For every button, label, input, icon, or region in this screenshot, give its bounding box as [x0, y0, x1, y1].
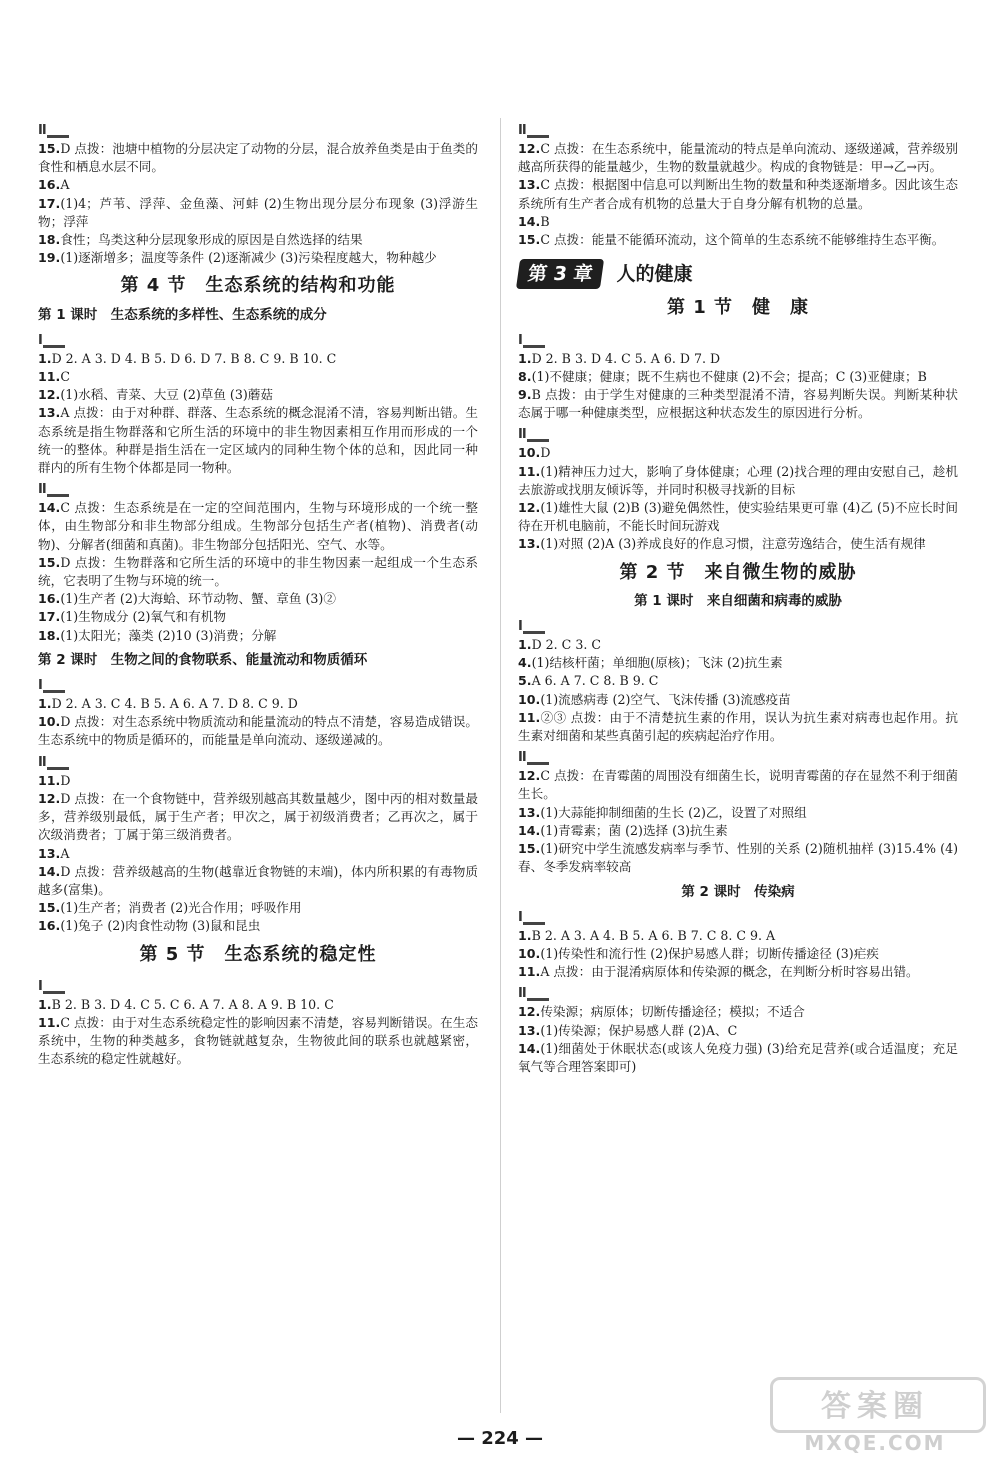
answer-line	[518, 231, 958, 249]
question-number: 18.	[38, 232, 61, 248]
answer-text: D 点拨：营养级越高的生物(越靠近食物链的末端)，体内所积累的有毒物质越多(富集)。	[38, 863, 478, 897]
page-number: — 224 —	[456, 1428, 544, 1449]
question-number: 1.	[38, 350, 52, 366]
watermark-url: MXQE.COM	[804, 1431, 946, 1455]
answer-line	[38, 404, 478, 477]
answer-line	[518, 709, 958, 745]
answer-text: (1)传染源；保护易感人群 (2)A、C	[540, 1022, 738, 1038]
answer-line	[518, 945, 958, 963]
question-number: 16.	[38, 918, 61, 934]
watermark-logo	[770, 1377, 980, 1455]
answer-line	[518, 499, 958, 535]
question-number: 1.	[38, 696, 52, 712]
answer-line	[38, 996, 478, 1014]
question-number: 10.	[38, 714, 61, 730]
answer-line	[518, 927, 958, 945]
answer-line	[518, 368, 958, 386]
answer-text: (1)流感病毒 (2)空气、飞沫传播 (3)流感疫苗	[540, 691, 791, 707]
answer-text: (1)兔子 (2)肉食性动物 (3)鼠和昆虫	[60, 918, 261, 934]
answer-line	[38, 140, 478, 176]
answer-text: C 点拨：在生态系统中，能量流动的特点是单向流动、逐级递减，营养级别越高所获得的能量越少，生物的数量就越少。构成的食物链是：甲→乙→丙。	[518, 141, 958, 175]
question-number: 4.	[518, 655, 532, 671]
answer-group	[518, 767, 958, 876]
chapter-heading	[518, 259, 958, 289]
level-mark-i: I	[38, 334, 65, 348]
answer-text: (1)精神压力过大，影响了身体健康；心理 (2)找合理的理由安慰自己，趁机去旅游或找朋友倾诉等，并同时积极寻找新的目标	[518, 463, 958, 497]
section-title: 第 1 节 健 康	[666, 297, 810, 319]
answer-group	[518, 927, 958, 982]
question-number: 11.	[38, 772, 61, 788]
section-title: 第 2 节 来自微生物的威胁	[619, 561, 857, 583]
level-mark-i: I	[518, 911, 545, 925]
question-number: 10.	[518, 945, 541, 961]
answer-line	[38, 695, 478, 713]
question-number: 1.	[518, 637, 532, 653]
question-number: 11.	[518, 709, 541, 725]
answer-line	[38, 350, 478, 368]
answer-line	[38, 713, 478, 749]
chapter-number-badge: 第 3 章	[516, 259, 605, 289]
answer-line	[518, 213, 958, 231]
answer-text: A	[60, 845, 70, 861]
level-mark-ii: II	[518, 987, 549, 1001]
answer-line	[38, 554, 478, 590]
question-number: 10.	[518, 445, 541, 461]
level-mark-ii: II	[518, 124, 549, 138]
answer-line	[38, 195, 478, 231]
question-number: 1.	[518, 927, 532, 943]
question-number: 17.	[38, 195, 61, 211]
left-column	[38, 118, 478, 1069]
answer-text: A 点拨：由于对种群、群落、生态系统的概念混淆不清，容易判断出错。生态系统是指生物群落和它所生活的环境中的非生物因素相互作用而形成的一个统一的整体。种群是指生活在一定区域内的同种生物个体的总和，因此同一种群内的所有生物个体都是同一物种。	[38, 405, 478, 476]
answer-group	[518, 350, 958, 423]
answer-text: D	[60, 772, 71, 788]
answer-text: (1)太阳光；藻类 (2)10 (3)消费；分解	[60, 627, 277, 643]
answer-line	[518, 444, 958, 462]
question-number: 12.	[518, 141, 541, 156]
answer-line	[518, 963, 958, 981]
answer-text: (1)对照 (2)A (3)养成良好的作息习惯，注意劳逸结合，使生活有规律	[540, 536, 926, 552]
lesson-title: 第 1 课时 生态系统的多样性、生态系统的成分	[38, 306, 327, 323]
answer-line	[518, 691, 958, 709]
answer-group	[38, 772, 478, 936]
answer-text: D 点拨：生物群落和它所生活的环境中的非生物因素一起组成一个生态系统，它表明了生物与环境的统一。	[38, 554, 478, 589]
level-mark-i: I	[38, 980, 65, 994]
lesson-title: 第 2 课时 生物之间的食物联系、能量流动和物质循环	[38, 651, 368, 668]
question-number: 11.	[38, 1014, 61, 1030]
answer-line	[518, 350, 958, 368]
question-number: 14.	[38, 500, 61, 516]
answer-text: D 点拨：池塘中植物的分层决定了动物的分层，混合放养鱼类是由于鱼类的食性和栖息水层不同。	[38, 141, 478, 175]
level-mark-ii: II	[38, 124, 69, 138]
level-mark-i: I	[518, 620, 545, 634]
answer-text: (1)大蒜能抑制细菌的生长 (2)乙，设置了对照组	[540, 804, 807, 820]
question-number: 11.	[518, 463, 541, 479]
question-number: 13.	[518, 177, 541, 193]
answer-text: (1)青霉素；菌 (2)选择 (3)抗生素	[540, 822, 728, 838]
level-mark-i: I	[518, 334, 545, 348]
answer-text: D 2. A 3. C 4. B 5. A 6. A 7. D 8. C 9. D	[51, 696, 298, 712]
answer-line	[518, 140, 958, 176]
question-number: 13.	[38, 405, 61, 421]
answer-text: B 点拨：由于学生对健康的三种类型混淆不清，容易判断失误。判断某种状态属于哪一种健康类型，应根据这种状态发生的原因进行分析。	[518, 387, 958, 421]
level-mark-ii: II	[38, 483, 69, 497]
question-number: 14.	[518, 822, 541, 838]
question-number: 15.	[518, 841, 541, 857]
answer-line	[518, 654, 958, 672]
answer-line	[518, 535, 958, 553]
answer-line	[38, 590, 478, 608]
answer-line	[38, 790, 478, 845]
question-number: 15.	[518, 232, 541, 248]
answer-line	[518, 1040, 958, 1076]
answer-text: C 点拨：生态系统是在一定的空间范围内，生物与环境形成的一个统一整体，由生物部分和非生物部分组成。生物部分包括生产者(植物)、消费者(动物)、分解者(细菌和真菌)。非生物部分包括阳光、空气、水等。	[38, 500, 478, 552]
answer-group	[38, 140, 478, 267]
question-number: 12.	[518, 500, 541, 516]
right-column	[518, 118, 958, 1076]
answer-text: (1)细菌处于休眠状态(或该人免疫力强) (3)给充足营养(或合适温度；充足氧气等合理答案即可)	[518, 1040, 958, 1074]
answer-text: (1)生产者；消费者 (2)光合作用；呼吸作用	[60, 900, 302, 916]
answer-text: D 2. A 3. D 4. B 5. D 6. D 7. B 8. C 9. B 10. C	[51, 350, 337, 366]
answer-group	[38, 695, 478, 750]
answer-line	[38, 863, 478, 899]
answer-text: ②③ 点拨：由于不清楚抗生素的作用，误认为抗生素对病毒也起作用。抗生素对细菌和某些真菌引起的疾病起治疗作用。	[518, 709, 958, 744]
answer-line	[518, 1022, 958, 1040]
chapter-title: 人的健康	[616, 263, 693, 286]
answer-line	[518, 176, 958, 212]
answer-line	[518, 1003, 958, 1021]
answer-group	[518, 636, 958, 745]
answer-group	[518, 1003, 958, 1076]
answer-group	[38, 350, 478, 477]
answer-text: (1)生产者 (2)大海蛤、环节动物、蟹、章鱼 (3)②	[60, 591, 336, 607]
answer-text: (1)结核杆菌；单细胞(原核)；飞沫 (2)抗生素	[531, 655, 783, 671]
section-title: 第 5 节 生态系统的稳定性	[139, 943, 377, 965]
answer-line	[38, 917, 478, 935]
answer-text: A 点拨：由于混淆病原体和传染源的概念，在判断分析时容易出错。	[540, 964, 919, 980]
answer-line	[38, 231, 478, 249]
question-number: 14.	[518, 1040, 541, 1056]
answer-text: D	[540, 445, 551, 461]
level-mark-ii: II	[518, 428, 549, 442]
answer-line	[38, 499, 478, 554]
answer-text: C 点拨：根据图中信息可以判断出生物的数量和种类逐渐增多。因此该生态系统所有生产者合成有机物的总量大于自身分解有机物的总量。	[518, 177, 958, 211]
question-number: 13.	[518, 536, 541, 552]
answer-text: (1)研究中学生流感发病率与季节、性别的关系 (2)随机抽样 (3)15.4% (4)春、冬季发病率较高	[518, 841, 958, 875]
answer-text: C 点拨：由于对生态系统稳定性的影响因素不清楚，容易判断错误。在生态系统中，生物的种类越多，食物链就越复杂，生物彼此间的联系也就越紧密，生态系统的稳定性就越好。	[38, 1014, 478, 1067]
question-number: 13.	[518, 804, 541, 820]
answer-text: A 6. A 7. C 8. B 9. C	[531, 673, 659, 689]
watermark-text: 答案圈	[821, 1389, 929, 1424]
lesson-title: 第 2 课时 传染病	[681, 883, 795, 900]
answer-group	[518, 140, 958, 249]
answer-text: (1)传染性和流行性 (2)保护易感人群；切断传播途径 (3)疟疾	[540, 945, 879, 961]
answer-text: (1)生物成分 (2)氧气和有机物	[60, 609, 226, 625]
answer-group	[38, 499, 478, 645]
answer-group	[518, 444, 958, 553]
question-number: 14.	[38, 863, 61, 879]
level-mark-ii: II	[38, 756, 69, 770]
question-number: 19.	[38, 250, 61, 266]
answer-line	[38, 608, 478, 626]
answer-text: 传染源；病原体；切断传播途径；模拟；不适合	[540, 1004, 805, 1020]
question-number: 12.	[38, 790, 61, 806]
question-number: 11.	[38, 369, 61, 385]
answer-line	[38, 845, 478, 863]
answer-line	[518, 804, 958, 822]
answer-line	[518, 636, 958, 654]
question-number: 16.	[38, 591, 61, 607]
answer-text: D 点拨：对生态系统中物质流动和能量流动的特点不清楚，容易造成错误。生态系统中的物质是循环的，而能量是单向流动、逐级递减的。	[38, 714, 478, 748]
answer-line	[38, 1014, 478, 1069]
question-number: 12.	[38, 387, 61, 403]
question-number: 14.	[518, 213, 541, 229]
question-number: 15.	[38, 141, 61, 156]
question-number: 13.	[38, 845, 61, 861]
answer-text: (1)4；芦苇、浮萍、金鱼藻、河蚌 (2)生物出现分层分布现象 (3)浮游生物；浮萍	[38, 195, 478, 229]
column-divider	[500, 118, 501, 1413]
answer-text: A	[60, 177, 70, 193]
question-number: 5.	[518, 673, 532, 689]
answer-line	[518, 463, 958, 499]
question-number: 13.	[518, 1022, 541, 1038]
question-number: 1.	[518, 350, 532, 366]
question-number: 12.	[518, 1004, 541, 1020]
answer-line	[518, 672, 958, 690]
lesson-title: 第 1 课时 来自细菌和病毒的威胁	[634, 592, 842, 609]
answer-text: (1)不健康；健康；既不生病也不健康 (2)不会；提高；C (3)亚健康；B	[531, 368, 927, 384]
answer-text: (1)逐渐增多；温度等条件 (2)逐渐减少 (3)污染程度越大，物种越少	[60, 250, 437, 266]
answer-text: 食性；鸟类这种分层现象形成的原因是自然选择的结果	[60, 232, 363, 248]
question-number: 16.	[38, 177, 61, 193]
answer-text: C 点拨：能量不能循环流动，这个简单的生态系统不能够维持生态平衡。	[540, 232, 945, 248]
answer-text: B 2. A 3. A 4. B 5. A 6. B 7. C 8. C 9. A	[531, 927, 776, 943]
question-number: 17.	[38, 609, 61, 625]
question-number: 9.	[518, 387, 532, 403]
answer-line	[518, 840, 958, 876]
section-title: 第 4 节 生态系统的结构和功能	[120, 275, 396, 297]
answer-text: B 2. B 3. D 4. C 5. C 6. A 7. A 8. A 9. B 10. C	[51, 996, 334, 1012]
answer-line	[518, 767, 958, 803]
question-number: 12.	[518, 768, 541, 784]
level-mark-ii: II	[518, 751, 549, 765]
question-number: 8.	[518, 368, 532, 384]
question-number: 15.	[38, 554, 61, 570]
answer-text: D 点拨：在一个食物链中，营养级别越高其数量越少，图中丙的相对数量最多，营养级别最低，属于生产者；甲次之，属于初级消费者；乙再次之，属于次级消费者；丁属于第三级消费者。	[38, 790, 478, 843]
answer-line	[518, 822, 958, 840]
answer-line	[38, 249, 478, 267]
answer-text: B	[540, 213, 550, 229]
question-number: 18.	[38, 627, 61, 643]
question-number: 10.	[518, 691, 541, 707]
question-number: 15.	[38, 900, 61, 916]
answer-line	[38, 627, 478, 645]
answer-text: (1)水稻、青菜、大豆 (2)草鱼 (3)蘑菇	[60, 387, 273, 403]
answer-line	[38, 386, 478, 404]
answer-line	[518, 386, 958, 422]
answer-text: D 2. C 3. C	[531, 637, 601, 653]
answer-group	[38, 996, 478, 1069]
level-mark-i: I	[38, 679, 65, 693]
answer-line	[38, 899, 478, 917]
answer-line	[38, 772, 478, 790]
answer-line	[38, 368, 478, 386]
answer-text: C	[60, 369, 70, 385]
answer-line	[38, 176, 478, 194]
answer-text: C 点拨：在青霉菌的周围没有细菌生长，说明青霉菌的存在显然不利于细菌生长。	[518, 768, 958, 802]
question-number: 11.	[518, 964, 541, 980]
answer-text: (1)雄性大鼠 (2)B (3)避免偶然性，使实验结果更可靠 (4)乙 (5)不应长时间待在开机电脑前，不能长时间玩游戏	[518, 500, 958, 534]
answer-text: D 2. B 3. D 4. C 5. A 6. D 7. D	[531, 350, 721, 366]
question-number: 1.	[38, 996, 52, 1012]
